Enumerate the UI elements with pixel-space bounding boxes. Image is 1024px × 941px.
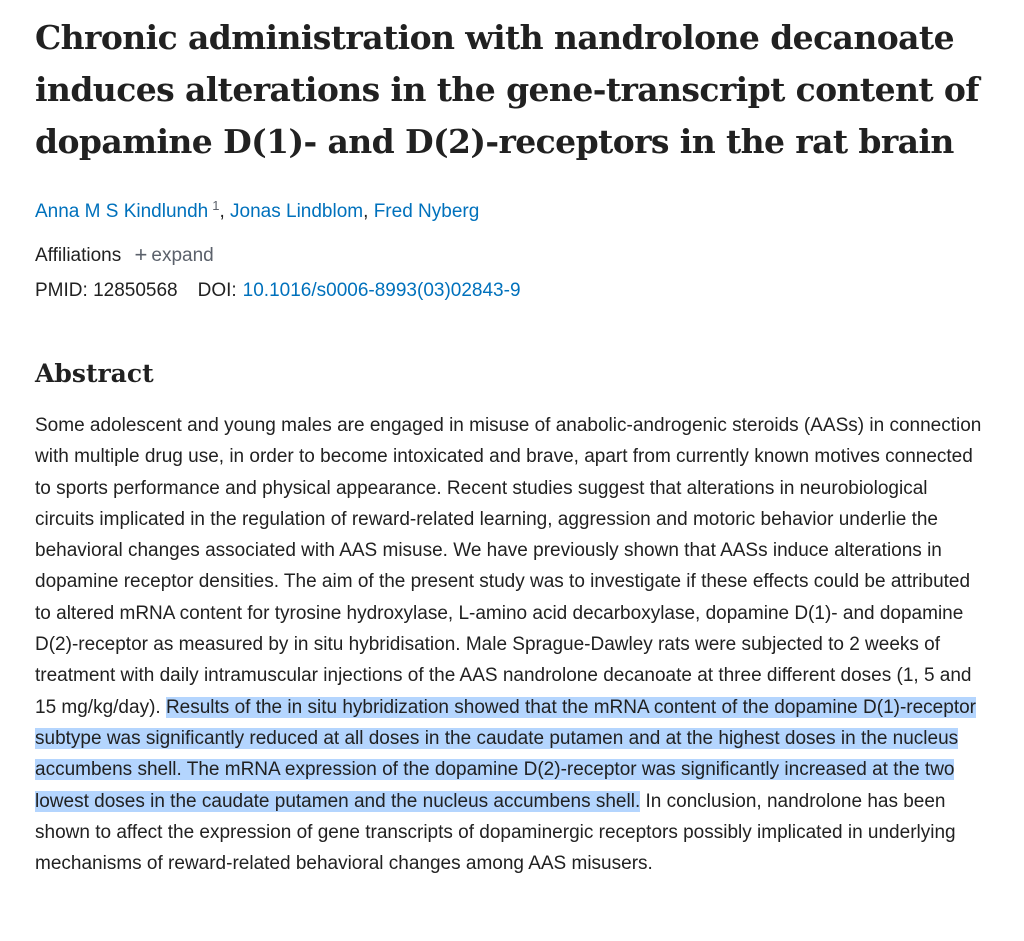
author-separator: , xyxy=(363,201,374,222)
abstract-heading: Abstract xyxy=(35,359,154,388)
author-link[interactable]: Anna M S Kindlundh xyxy=(35,201,209,222)
doi-link[interactable]: 10.1016/s0006-8993(03)02843-9 xyxy=(242,280,521,301)
article-title: Chronic administration with nandrolone decanoate induces alterations in the gene-transcript content of dopamine D(1)- and D(2)-receptors in the rat brain xyxy=(35,18,979,161)
identifiers-row xyxy=(35,278,995,304)
affiliations-expand-button[interactable] xyxy=(134,242,214,267)
abstract-text-part: In conclusion, nandrolone has been shown to affect the expression of gene transcripts of dopaminergic receptors possibly implicated in underlying mechanisms of reward-related behavioral changes among AAS misusers. xyxy=(35,790,956,875)
pmid-label: PMID: xyxy=(35,280,88,301)
author-link[interactable]: Fred Nyberg xyxy=(373,201,480,222)
affiliations-label: Affiliations xyxy=(35,245,122,266)
doi-label: DOI: xyxy=(197,280,237,301)
selected-text: Results of the in situ hybridization showed that the mRNA content of the dopamine D(1)-receptor subtype was significantly reduced at all doses in the caudate putamen and at the highest doses in the nucleus accumbens shell. The mRNA expression of the dopamine D(2)-receptor was significantly increased at the two lowest doses in the caudate putamen and the nucleus accumbens shell. xyxy=(35,696,976,812)
abstract-text-part: Some adolescent and young males are engaged in misuse of anabolic-androgenic steroids (AASs) in connection with multiple drug use, in order to become intoxicated and brave, apart from currently known motives connected to sports performance and physical appearance. Recent studies suggest that alterations in neurobiological circuits implicated in the regulation of reward-related learning, aggression and motoric behavior underlie the behavioral changes associated with AAS misuse. We have previously shown that AASs induce alterations in dopamine receptor densities. The aim of the present study was to investigate if these effects could be attributed to altered mRNA content for tyrosine hydroxylase, L-amino acid decarboxylase, dopamine D(1)- and dopamine D(2)-receptor as measured by in situ hybridisation. Male Sprague-Dawley rats were subjected to 2 weeks of treatment with daily intramuscular injections of the AAS nandrolone decanoate at three different doses (1, 5 and 15 mg/kg/day). xyxy=(35,415,982,718)
affiliations-row xyxy=(35,243,995,269)
affiliation-ref[interactable]: 1 xyxy=(212,197,220,213)
author-separator: , xyxy=(219,201,231,222)
author-list xyxy=(35,199,995,225)
article-page xyxy=(35,0,995,879)
abstract-text xyxy=(35,410,990,879)
author-link[interactable]: Jonas Lindblom xyxy=(230,201,364,222)
pmid-value: 12850568 xyxy=(93,280,178,301)
plus-icon: + xyxy=(134,242,148,267)
expand-label: expand xyxy=(151,245,214,266)
